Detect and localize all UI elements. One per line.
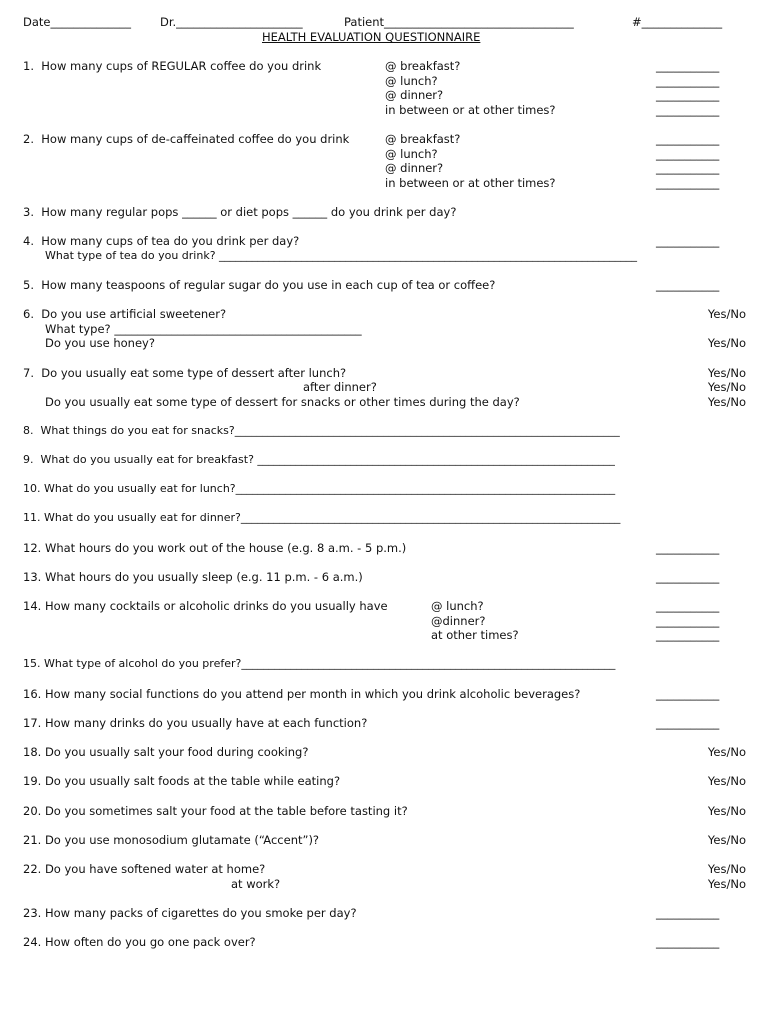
question-4: 4. How many cups of tea do you drink per day?: [23, 234, 300, 248]
question-20: 20. Do you sometimes salt your food at the table before tasting it?: [23, 804, 408, 818]
question-4-tea-type[interactable]: What type of tea do you drink? ____________________________________________________________________________: [45, 249, 638, 262]
question-7: 7. Do you usually eat some type of dessert after lunch?: [23, 366, 347, 380]
question-21: 21. Do you use monosodium glutamate (“Accent”)?: [23, 833, 320, 847]
question-11[interactable]: 11. What do you usually eat for dinner?_____________________________________________________________________: [23, 511, 621, 524]
q1-option-lunch: @ lunch?: [385, 74, 438, 88]
answer-blank[interactable]: ___________: [656, 278, 720, 292]
question-19: 19. Do you usually salt foods at the table while eating?: [23, 774, 341, 788]
answer-blank[interactable]: ___________: [656, 88, 720, 102]
yes-no-choice[interactable]: Yes/No: [707, 395, 746, 409]
q1-option-breakfast: @ breakfast?: [385, 59, 461, 73]
answer-blank[interactable]: ___________: [656, 935, 720, 949]
answer-blank[interactable]: ___________: [656, 570, 720, 584]
question-6-honey: Do you use honey?: [45, 336, 155, 350]
question-22-at-work: at work?: [231, 877, 281, 891]
question-24: 24. How often do you go one pack over?: [23, 935, 256, 949]
question-10[interactable]: 10. What do you usually eat for lunch?_____________________________________________________________________: [23, 482, 616, 495]
q14-option-other: at other times?: [431, 628, 519, 642]
q2-option-lunch: @ lunch?: [385, 147, 438, 161]
answer-blank[interactable]: ___________: [656, 716, 720, 730]
question-13: 13. What hours do you usually sleep (e.g. 11 p.m. - 6 a.m.): [23, 570, 363, 584]
answer-blank[interactable]: ___________: [656, 906, 720, 920]
question-14: 14. How many cocktails or alcoholic drinks do you usually have: [23, 599, 388, 613]
answer-blank[interactable]: ___________: [656, 147, 720, 161]
question-8[interactable]: 8. What things do you eat for snacks?______________________________________________________________________: [23, 424, 620, 437]
q1-option-other: in between or at other times?: [385, 103, 556, 117]
q1-option-dinner: @ dinner?: [385, 88, 444, 102]
answer-blank[interactable]: ___________: [656, 59, 720, 73]
question-23: 23. How many packs of cigarettes do you smoke per day?: [23, 906, 357, 920]
yes-no-choice[interactable]: Yes/No: [707, 336, 746, 350]
question-1: 1. How many cups of REGULAR coffee do you drink: [23, 59, 322, 73]
question-6-type[interactable]: What type? ___________________________________________: [45, 322, 362, 336]
q14-option-dinner: @dinner?: [431, 614, 486, 628]
question-2: 2. How many cups of de-caffeinated coffee do you drink: [23, 132, 350, 146]
question-9[interactable]: 9. What do you usually eat for breakfast? _________________________________________________________________: [23, 453, 615, 466]
yes-no-choice[interactable]: Yes/No: [707, 833, 746, 847]
question-18: 18. Do you usually salt your food during cooking?: [23, 745, 309, 759]
yes-no-choice[interactable]: Yes/No: [707, 307, 746, 321]
yes-no-choice[interactable]: Yes/No: [707, 366, 746, 380]
q2-option-dinner: @ dinner?: [385, 161, 444, 175]
answer-blank[interactable]: ___________: [656, 176, 720, 190]
doctor-field[interactable]: Dr.______________________: [160, 15, 303, 29]
answer-blank[interactable]: ___________: [656, 614, 720, 628]
question-17: 17. How many drinks do you usually have at each function?: [23, 716, 368, 730]
question-7-after-dinner: after dinner?: [303, 380, 377, 394]
answer-blank[interactable]: ___________: [656, 161, 720, 175]
question-16: 16. How many social functions do you attend per month in which you drink alcoholic beverages?: [23, 687, 581, 701]
q2-option-breakfast: @ breakfast?: [385, 132, 461, 146]
q14-option-lunch: @ lunch?: [431, 599, 484, 613]
question-15[interactable]: 15. What type of alcohol do you prefer?____________________________________________________________________: [23, 657, 616, 670]
q2-option-other: in between or at other times?: [385, 176, 556, 190]
page-title: HEALTH EVALUATION QUESTIONNAIRE: [262, 30, 481, 44]
question-5: 5. How many teaspoons of regular sugar do you use in each cup of tea or coffee?: [23, 278, 496, 292]
question-22: 22. Do you have softened water at home?: [23, 862, 266, 876]
question-3: 3. How many regular pops ______ or diet pops ______ do you drink per day?: [23, 205, 457, 219]
answer-blank[interactable]: ___________: [656, 628, 720, 642]
question-7-snacks: Do you usually eat some type of dessert for snacks or other times during the day?: [45, 395, 520, 409]
yes-no-choice[interactable]: Yes/No: [707, 745, 746, 759]
yes-no-choice[interactable]: Yes/No: [707, 774, 746, 788]
answer-blank[interactable]: ___________: [656, 132, 720, 146]
answer-blank[interactable]: ___________: [656, 687, 720, 701]
answer-blank[interactable]: ___________: [656, 234, 720, 248]
date-field[interactable]: Date______________: [23, 15, 131, 29]
answer-blank[interactable]: ___________: [656, 541, 720, 555]
yes-no-choice[interactable]: Yes/No: [707, 877, 746, 891]
yes-no-choice[interactable]: Yes/No: [707, 862, 746, 876]
question-6: 6. Do you use artificial sweetener?: [23, 307, 227, 321]
answer-blank[interactable]: ___________: [656, 74, 720, 88]
answer-blank[interactable]: ___________: [656, 599, 720, 613]
yes-no-choice[interactable]: Yes/No: [707, 380, 746, 394]
answer-blank[interactable]: ___________: [656, 103, 720, 117]
patient-number-field[interactable]: #______________: [632, 15, 723, 29]
yes-no-choice[interactable]: Yes/No: [707, 804, 746, 818]
patient-field[interactable]: Patient_________________________________: [344, 15, 574, 29]
question-12: 12. What hours do you work out of the house (e.g. 8 a.m. - 5 p.m.): [23, 541, 407, 555]
